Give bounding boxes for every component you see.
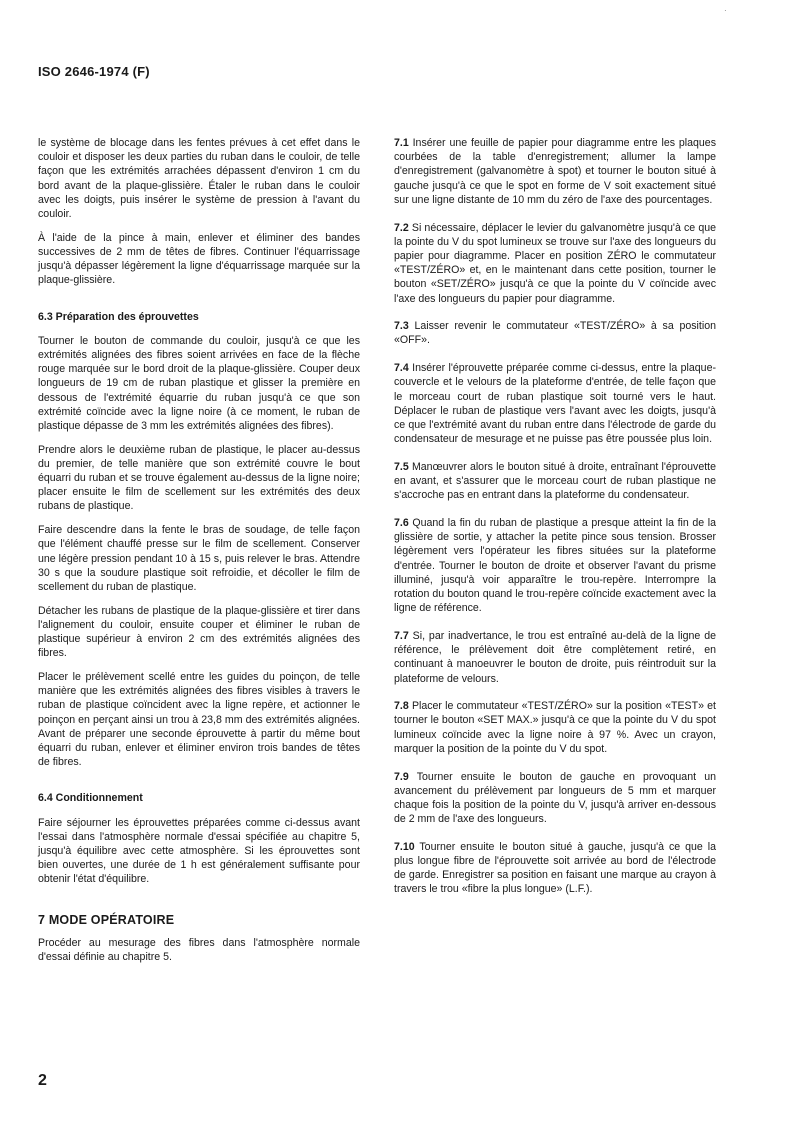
step-number: 7.1	[394, 137, 409, 149]
step-text: Si nécessaire, déplacer le levier du galvanomètre jusqu'à ce que la pointe du V du spot lumineux se trouve sur l'axe des longueurs du papier pour diagramme. Placer en position ZÉRO le commutateur «TEST/ZÉRO» et, en le maintenant dans cette position, tourner le bouton «SET/ZÉRO» jusqu'à ce que la pointe du V coïncide avec l'axe des longueurs du papier pour diagramme.	[394, 221, 716, 305]
paragraph: Faire descendre dans la fente le bras de soudage, de telle façon que l'élément chauffé presse sur le film de scellement. Conserver une légère pression pendant 10 à 15 s, puis relever le bras. Attendre 30 s que la soudure plastique soit refroidie, et décoller le film de scellement du ruban de plastique.	[38, 524, 360, 593]
procedure-step	[394, 516, 716, 615]
step-number: 7.7	[394, 629, 409, 642]
document-header: ISO 2646-1974 (F)	[38, 64, 150, 79]
step-number: 7.4	[394, 362, 409, 375]
left-column	[38, 136, 360, 974]
step-number: 7.6	[394, 516, 409, 529]
paragraph: Procéder au mesurage des fibres dans l'atmosphère normale d'essai définie au chapitre 5.	[38, 936, 360, 964]
step-number: 7.2	[394, 221, 409, 234]
step-number: 7.8	[394, 700, 409, 713]
procedure-step	[394, 460, 716, 503]
step-text: Quand la fin du ruban de plastique a presque atteint la fin de la glissière de sortie, y attacher la petite pince sous tension. Brosser légèrement vers l'opérateur les fibres situées sur la plateforme d'entrée. Tourner le bouton de droite et observer l'avant du prisme illuminé, jusqu'à voir apparaître le trou-repère. Interrompre la rotation du bouton quand le trou-repère coïncide exactement avec la ligne de référence.	[394, 516, 716, 615]
procedure-step	[394, 699, 716, 756]
step-text: Si, par inadvertance, le trou est entraîné au-delà de la ligne de référence, le prélèvement doit être complètement retiré, en continuant à manoeuvrer le bouton de droite, puis réintroduit sur la plateforme de velours.	[394, 629, 716, 685]
step-text: Manœuvrer alors le bouton situé à droite, entraînant l'éprouvette en avant, et s'assurer que le morceau court de ruban plastique ne s'accroche pas en entrant dans la plateforme du condensateur.	[394, 460, 716, 502]
procedure-step	[394, 136, 716, 207]
step-number: 7.9	[394, 770, 409, 783]
step-text: Tourner ensuite le bouton de gauche en provoquant un avancement du prélèvement par longueurs de 5 mm et marquer chaque fois la position de la pointe du V, jusqu'à arriver en-dessous de 2 mm de l'axe des longueurs.	[394, 770, 716, 826]
paragraph: Tourner le bouton de commande du couloir, jusqu'à ce que les extrémités alignées des fibres soient arrivées en face de la flèche rouge marquée sur le bord droit de la plaque-glissière. Couper deux longueurs de 19 cm de ruban plastique et glisser la première en dessous de l'extrémité équarrie du ruban jusqu'à ce que son extrémité coïncide avec la ligne noire (à ce moment, le ruban de plastique dépasse de 3 mm les extrémités alignées des fibres).	[38, 334, 360, 432]
step-number: 7.10	[394, 840, 415, 853]
step-text: Laisser revenir le commutateur «TEST/ZÉRO» à sa position «OFF».	[394, 320, 716, 347]
page-number: 2	[38, 1072, 47, 1089]
procedure-step	[394, 221, 716, 306]
paragraph: Placer le prélèvement scellé entre les guides du poinçon, de telle manière que les extrémités alignées des fibres visibles à travers le ruban de plastique coïncident avec la ligne repère, et actionner le poinçon en perçant ainsi un trou à 23,8 mm des extrémités alignées. Avant de préparer une seconde éprouvette à partir du même bout équarri du ruban, enlever et éliminer environ trois bandes de têtes de fibres.	[38, 671, 360, 769]
section-heading-6-3: 6.3 Préparation des éprouvettes	[38, 310, 199, 323]
paragraph: Prendre alors le deuxième ruban de plastique, le placer au-dessus du premier, de telle manière que son extrémité couvre le bout équarri du ruban et se trouve également au-dessus de la ligne noire; placer ensuite le film de scellement sur les extrémités des deux rubans de plastique.	[38, 443, 360, 513]
paragraph: Faire séjourner les éprouvettes préparées comme ci-dessus avant l'essai dans l'atmosphère normale d'essai spécifiée au chapitre 5, jusqu'à équilibre avec cette atmosphère. Si les éprouvettes sont bien ouvertes, une durée de 1 h est généralement suffisante pour obtenir l'état d'équilibre.	[38, 816, 360, 886]
section-heading-7: 7 MODE OPÉRATOIRE	[38, 912, 175, 927]
step-number: 7.5	[394, 460, 409, 473]
section-heading-6-4: 6.4 Conditionnement	[38, 792, 143, 805]
step-text: Placer le commutateur «TEST/ZÉRO» sur la position «TEST» et tourner le bouton «SET MAX.» jusqu'à ce que la pointe du V du spot lumineux coïncide avec la ligne noire à 97 %. Avec un crayon, marquer la position de la pointe du V du spot.	[394, 700, 716, 755]
procedure-step	[394, 361, 716, 446]
paragraph: le système de blocage dans les fentes prévues à cet effet dans le couloir et disposer les deux parties du ruban dans le couloir, de telle façon que les extrémités arrachées dépassent d'environ 1 cm du bord avant de la plaque-glissière. Étaler le ruban dans le couloir avec les doigts, puis insérer le système de pression à l'avant du couloir.	[38, 137, 360, 221]
paragraph: À l'aide de la pince à main, enlever et éliminer des bandes successives de 2 mm de têtes de fibres. Continuer l'équarrissage jusqu'à dépasser légèrement la ligne d'équarrissage marquée sur la plaque-glissière.	[38, 231, 360, 287]
procedure-step	[394, 770, 716, 827]
step-text: Insérer une feuille de papier pour diagramme entre les plaques courbées de la table d'enregistrement; allumer la lampe d'enregistrement (galvanomètre à spot) et tourner le bouton situé à gauche jusqu'à ce que le spot en forme de V soit exactement situé sur une ligne distante de 10 mm du zéro de l'axe des pourcentages.	[394, 137, 716, 206]
right-column	[394, 136, 716, 897]
step-text: Tourner ensuite le bouton situé à gauche, jusqu'à ce que la plus longue fibre de l'éprouvette soit arrivée au bord de l'électrode de garde. Enregistrer sa position en faisant une marque au crayon à travers le trou «fibre la plus longue» (L.F.).	[394, 840, 716, 896]
step-number: 7.3	[394, 320, 409, 333]
procedure-step	[394, 840, 716, 897]
procedure-step	[394, 319, 716, 347]
procedure-step	[394, 629, 716, 686]
corner-mark: ·	[724, 6, 727, 15]
paragraph: Détacher les rubans de plastique de la plaque-glissière et tirer dans l'alignement du couloir, ensuite couper et éliminer le ruban de plastique supérieur à environ 2 cm des extrémités alignées des fibres.	[38, 604, 360, 660]
step-text: Insérer l'éprouvette préparée comme ci-dessus, entre la plaque-couvercle et le velours de la plateforme d'entrée, de telle façon que le morceau court de ruban plastique soit tourné vers le haut. Déplacer le ruban de plastique vers l'avant avec les doigts, jusqu'à ce que l'extrémité avant du ruban entre dans l'électrode de garde du condensateur de mesurage et ne puisse pas être poussée plus loin.	[394, 362, 716, 446]
